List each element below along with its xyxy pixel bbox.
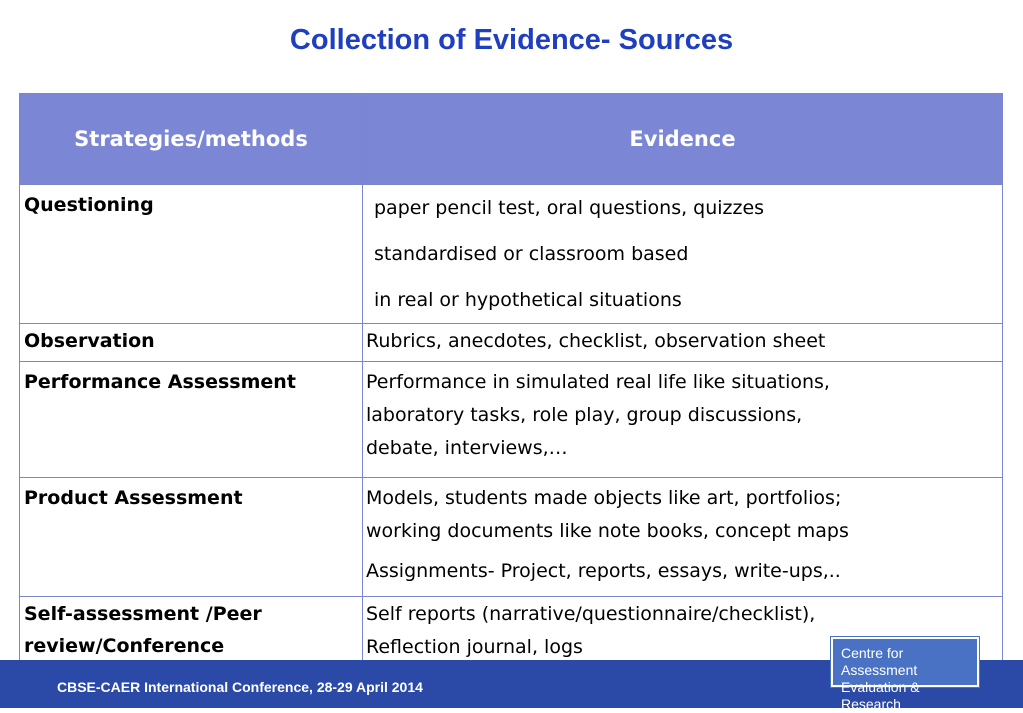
method-cell bbox=[20, 597, 363, 668]
logo-line: Evaluation & Research bbox=[841, 679, 920, 712]
evidence-line: debate, interviews,… bbox=[366, 437, 568, 459]
caer-logo bbox=[831, 637, 979, 712]
evidence-cell bbox=[363, 185, 1003, 324]
method-cell bbox=[20, 478, 363, 597]
evidence-cell bbox=[363, 324, 1003, 362]
table-row bbox=[20, 185, 1003, 324]
evidence-line: Self reports (narrative/questionnaire/checklist), bbox=[366, 603, 816, 625]
evidence-list bbox=[363, 362, 1002, 465]
method-label-line: review/Conference bbox=[24, 635, 225, 657]
table-row bbox=[20, 478, 1003, 597]
method-label-multiline bbox=[20, 597, 362, 662]
evidence-line: standardised or classroom based bbox=[374, 243, 689, 265]
method-label-line: Self-assessment /Peer bbox=[24, 603, 262, 625]
footer-text: CBSE-CAER International Conference, 28-29 April 2014 bbox=[57, 679, 423, 695]
evidence-line: laboratory tasks, role play, group discussions, bbox=[366, 404, 803, 426]
method-label: Observation bbox=[24, 330, 155, 352]
method-label: Questioning bbox=[24, 194, 154, 216]
evidence-cell bbox=[363, 478, 1003, 597]
evidence-line: Models, students made objects like art, portfolios; bbox=[366, 487, 842, 509]
method-cell bbox=[20, 324, 363, 362]
page-title: Collection of Evidence- Sources bbox=[289, 24, 734, 56]
table-row bbox=[20, 362, 1003, 478]
evidence-line: Performance in simulated real life like situations, bbox=[366, 371, 830, 393]
evidence-table bbox=[19, 93, 1003, 668]
evidence-line: paper pencil test, oral questions, quizzes bbox=[374, 197, 765, 219]
method-label: Performance Assessment bbox=[24, 371, 296, 393]
method-cell bbox=[20, 362, 363, 478]
evidence-line: working documents like note books, concept maps bbox=[366, 520, 849, 542]
method-cell bbox=[20, 185, 363, 324]
evidence-list bbox=[363, 185, 1002, 323]
column-header-strategies: Strategies/methods bbox=[20, 94, 363, 185]
evidence-cell bbox=[363, 362, 1003, 478]
evidence-line: in real or hypothetical situations bbox=[374, 289, 682, 311]
evidence-list bbox=[363, 478, 1002, 594]
logo-line: Centre for Assessment bbox=[841, 645, 918, 678]
evidence-line: Assignments- Project, reports, essays, write-ups,.. bbox=[366, 560, 841, 582]
method-label: Product Assessment bbox=[24, 487, 243, 509]
column-header-evidence: Evidence bbox=[363, 94, 1003, 185]
evidence-line: Reflection journal, logs bbox=[366, 636, 583, 658]
table-header-row bbox=[20, 94, 1003, 185]
evidence-line: Rubrics, anecdotes, checklist, observation sheet bbox=[366, 330, 826, 352]
table-row bbox=[20, 324, 1003, 362]
